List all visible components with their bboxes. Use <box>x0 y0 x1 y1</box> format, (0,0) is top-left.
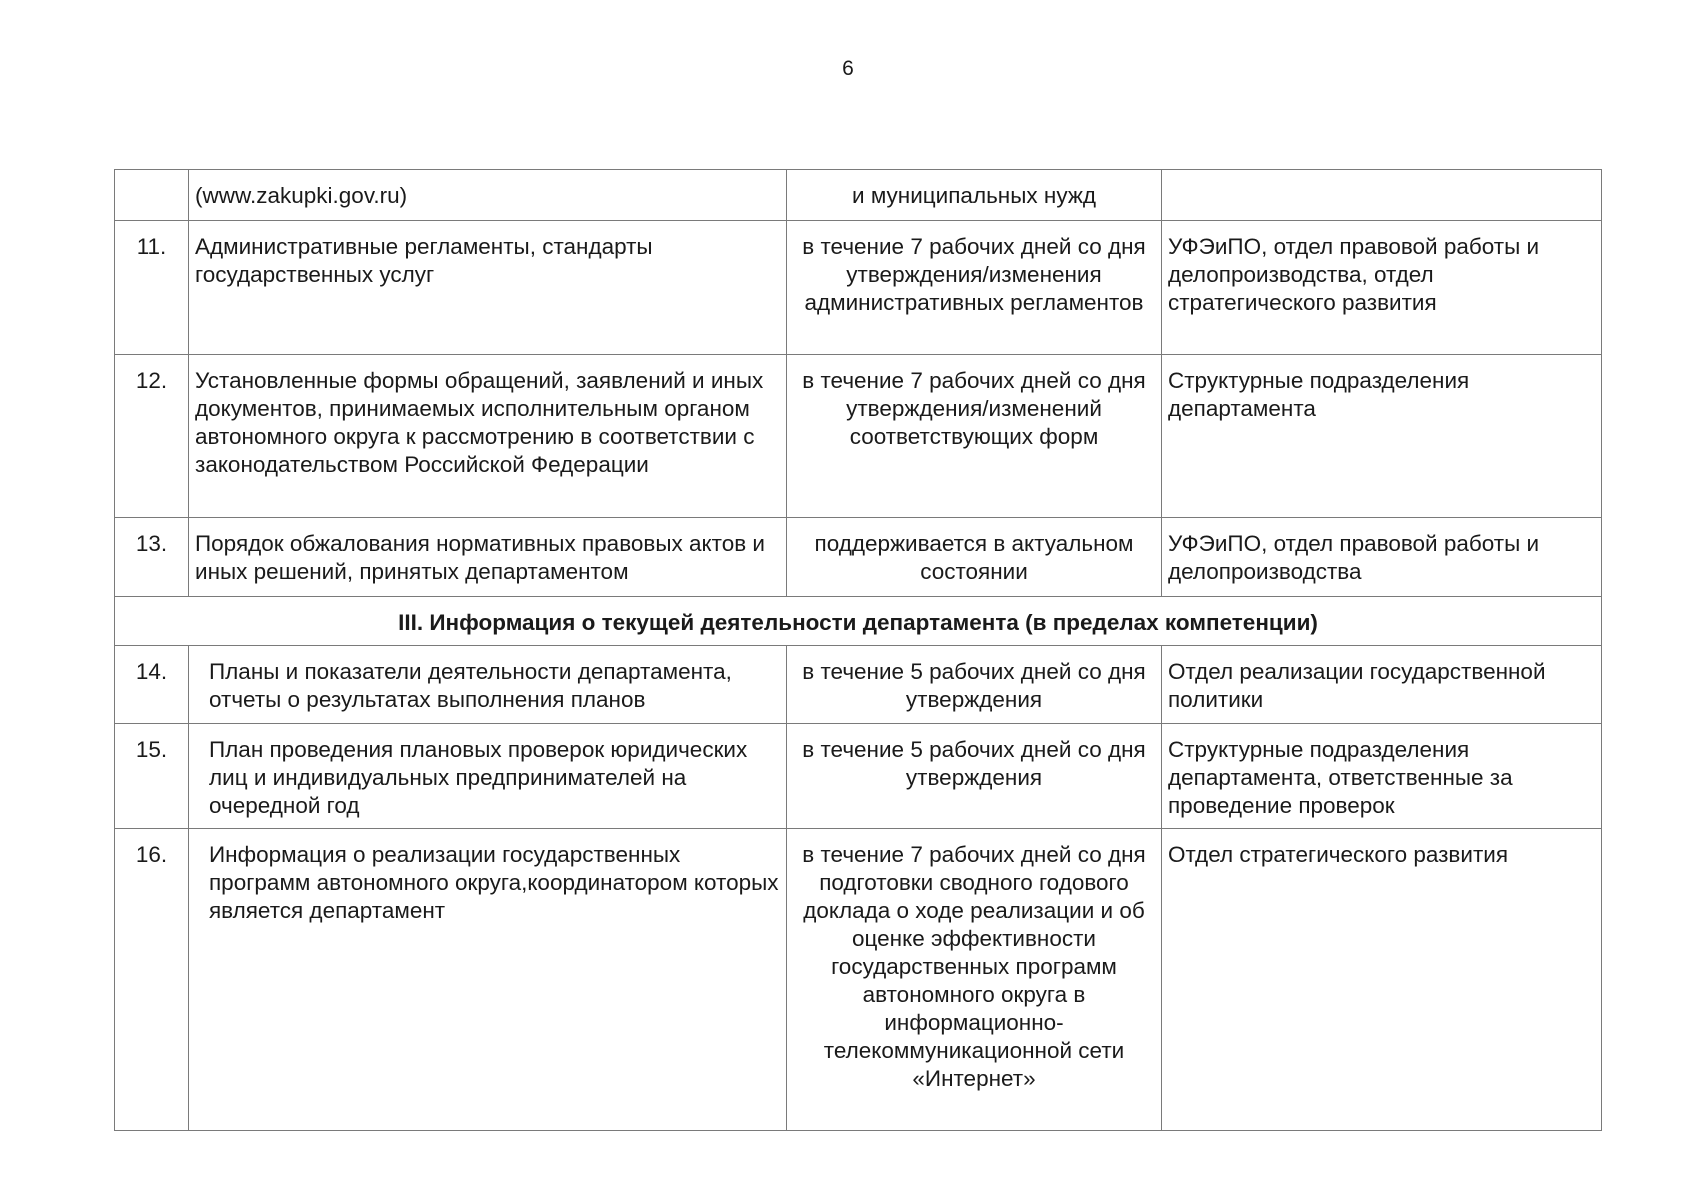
section-heading: III. Информация о текущей деятельности департамента (в пределах компетенции) <box>115 597 1602 646</box>
row-term: поддерживается в актуальном состоянии <box>787 518 1162 597</box>
row-number: 13. <box>115 518 189 597</box>
table-row <box>115 829 1602 1131</box>
table-row <box>115 646 1602 724</box>
row-number: 12. <box>115 355 189 518</box>
row-responsible: Отдел реализации государственной политики <box>1162 646 1602 724</box>
row-term: в течение 7 рабочих дней со дня утверждения/изменения административных регламентов <box>787 221 1162 355</box>
row-description: Информация о реализации государственных программ автономного округа,координатором которых является департамент <box>189 829 787 1131</box>
row-description: Порядок обжалования нормативных правовых актов и иных решений, принятых департаментом <box>189 518 787 597</box>
row-number: 15. <box>115 724 189 829</box>
table-row <box>115 170 1602 221</box>
row-number: 11. <box>115 221 189 355</box>
table-row <box>115 355 1602 518</box>
row-term: в течение 7 рабочих дней со дня подготовки сводного годового доклада о ходе реализации и об оценке эффективности государственных программ автономного округа в информационно-телекоммуникационной сети «Интернет» <box>787 829 1162 1131</box>
row-term: в течение 5 рабочих дней со дня утверждения <box>787 724 1162 829</box>
table-row <box>115 518 1602 597</box>
row-responsible <box>1162 170 1602 221</box>
row-description: Административные регламенты, стандарты государственных услуг <box>189 221 787 355</box>
row-number: 16. <box>115 829 189 1131</box>
row-description: Планы и показатели деятельности департамента, отчеты о результатах выполнения планов <box>189 646 787 724</box>
section-row <box>115 597 1602 646</box>
row-responsible: УФЭиПО, отдел правовой работы и делопроизводства <box>1162 518 1602 597</box>
table-row <box>115 221 1602 355</box>
page-number: 6 <box>842 57 854 80</box>
row-responsible: Отдел стратегического развития <box>1162 829 1602 1131</box>
row-number <box>115 170 189 221</box>
table-row <box>115 724 1602 829</box>
row-description: (www.zakupki.gov.ru) <box>189 170 787 221</box>
row-responsible: Структурные подразделения департамента, ответственные за проведение проверок <box>1162 724 1602 829</box>
information-table <box>114 169 1602 1131</box>
row-description: Установленные формы обращений, заявлений и иных документов, принимаемых исполнительным органом автономного округа к рассмотрению в соответствии с законодательством Российской Федерации <box>189 355 787 518</box>
row-term: в течение 5 рабочих дней со дня утверждения <box>787 646 1162 724</box>
row-number: 14. <box>115 646 189 724</box>
row-responsible: Структурные подразделения департамента <box>1162 355 1602 518</box>
row-responsible: УФЭиПО, отдел правовой работы и делопроизводства, отдел стратегического развития <box>1162 221 1602 355</box>
row-term: в течение 7 рабочих дней со дня утверждения/изменений соответствующих форм <box>787 355 1162 518</box>
row-term: и муниципальных нужд <box>787 170 1162 221</box>
row-description: План проведения плановых проверок юридических лиц и индивидуальных предпринимателей на очередной год <box>189 724 787 829</box>
